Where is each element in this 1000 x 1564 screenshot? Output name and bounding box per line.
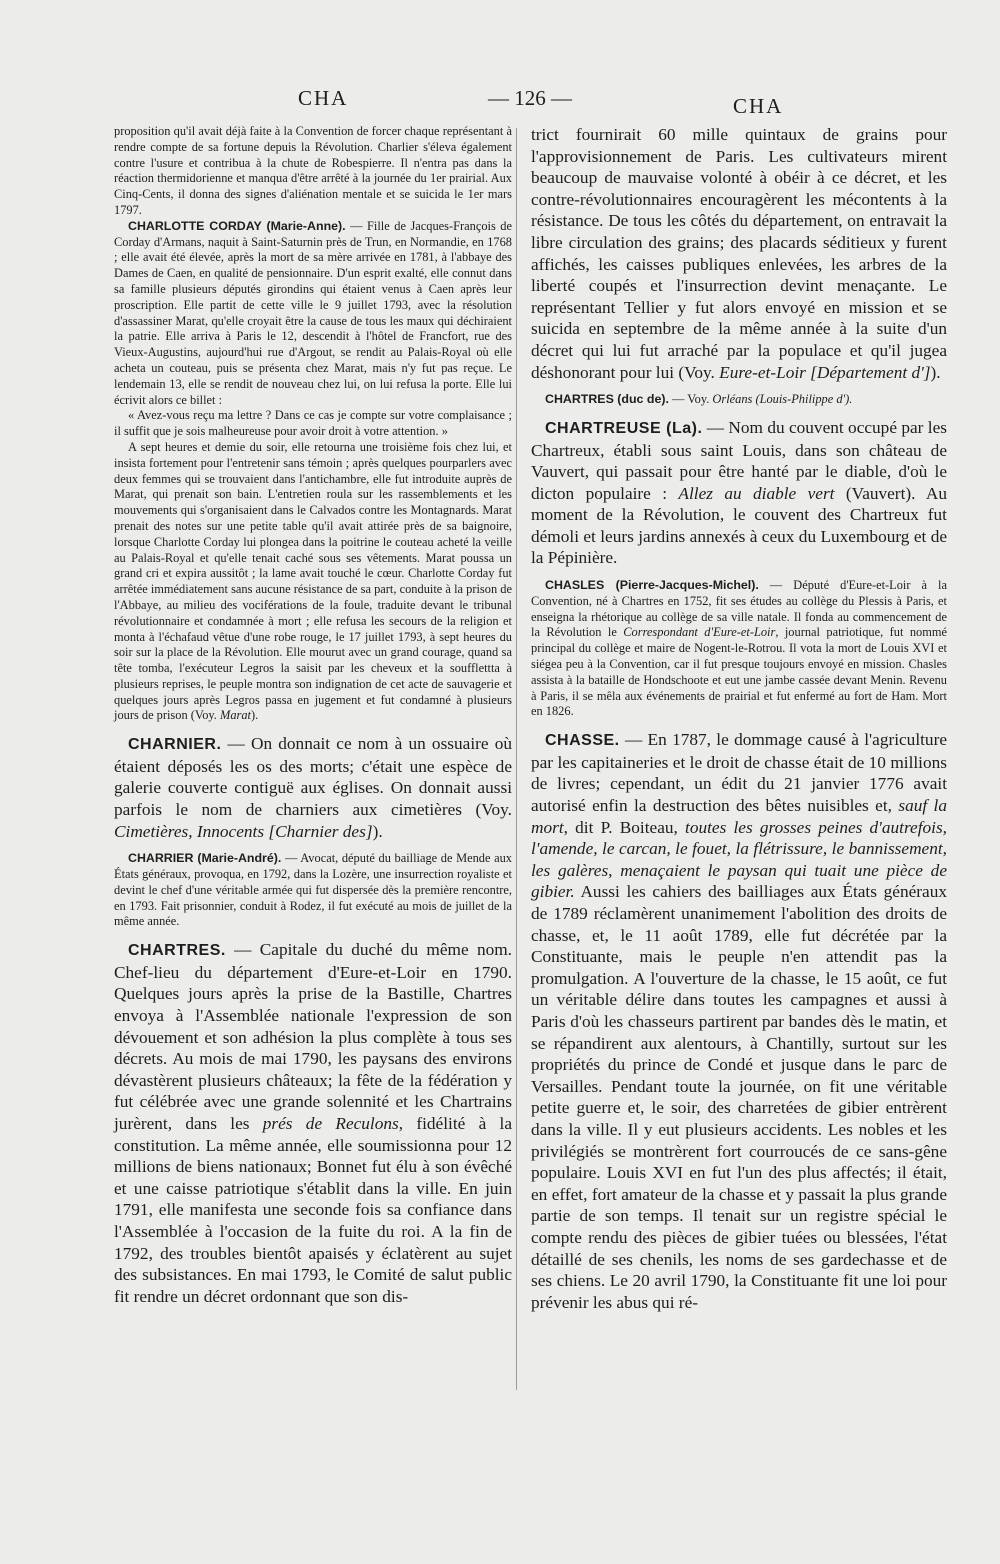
entry-chasse: CHASSE. — En 1787, le dommage causé à l'agriculture par les capitaineries et le droit de chasse était de 10 millions de livres; cependant, un édit du 21 janvier 1776 avait autorisé enfin la destruction des bêtes nuisibles et, sauf la mort, dit P. Boiteau, toutes les grosses peines d'autrefois, l'amende, le carcan, le fouet, la flétrissure, le bannissement, les galères, menaçaient le paysan qui tuait une pièce de gibier. Aussi les cahiers des bailliages aux États généraux de 1789 réclamèrent unanimement l'abolition des droits de chasse, et, le 11 août 1789, elle fut décrétée par la Constituante, mais le peuple n'en attendit pas la promulgation. A l'ouverture de la chasse, le 15 août, ce fut un véritable délire dans toutes les campagnes et aussi à Paris d'où les chasseurs partirent par bandes dès le matin, et se répandirent aux alentours, à Chantilly, surtout sur les propriétés du prince de Condé et jusque dans le parc de Versailles. Pendant toute la journée, on fit une véritable petite guerre et, le soir, des charretées de gibier entrèrent dans la ville. Il y eut plusieurs accidents. Les nobles et les privilégiés se montrèrent fort courroucés de ce sans-gêne populaire. Louis XVI en fut l'un des plus affectés; il était, en effet, fort amateur de la chasse et y passait la plus grande partie de son temps. Il tenait sur un registre spécial le compte rendu des pièces de gibier tuées ou blessées, l'état détaillé de ses chenils, les noms de ses gardechasse et de ses chiens. Le 20 avril 1790, la Constituante fit une loi pour prévenir les abus qui ré- (531, 730, 948, 1312)
running-head-right: CHA (733, 94, 784, 118)
left-column (114, 124, 512, 1307)
entry-heading: CHASLES (Pierre-Jacques-Michel). (545, 578, 759, 593)
charlier-continuation: proposition qu'il avait déjà faite à la Convention de forcer chaque représentant à rendre compte de sa fortune depuis la Révolution. Charlier s'éleva également contre l'usure et contribua à la chute de Robespierre. Il n'entra pas dans la réaction thermidorienne et manqua d'être arrêté à la journée du 1er prairial. Aux Cinq-Cents, il donna des signes d'aliénation mentale et se suicida le 1er mars 1797. (114, 124, 512, 217)
running-head-left: CHA (298, 86, 349, 110)
page-number: — 126 — (488, 86, 572, 110)
entry-heading: CHARNIER. (128, 736, 222, 754)
page-header (0, 86, 1000, 120)
cross-reference: Marat (220, 708, 251, 723)
entry-heading: CHASSE. (545, 732, 620, 750)
entry-heading: CHARTRES. (128, 942, 226, 960)
entry-chartres: CHARTRES. — Capitale du duché du même nom. Chef-lieu du département d'Eure-et-Loir en 1790. Quelques jours après la prise de la Bastille, Chartres envoya à l'Assemblée nationale l'expression de son dévouement et son adhésion la plus complète à tous ses décrets. Au mois de mai 1790, les paysans des environs dévastèrent plusieurs châteaux; la fête de la fédération y fut célébrée avec une grande solennité et les Chartrains jurèrent, dans les prés de Reculons, fidélité à la constitution. La même année, elle soumissionna pour 12 millions de biens nationaux; Bonnet fut élu à son évêché et une caisse patriotique s'établit dans la ville. En juin 1791, elle manifesta une seconde fois sa confiance dans l'Assemblée à l'occasion de la fuite du roi. A la fin de 1792, des troubles bientôt apaisés y éclatèrent au sujet des subsistances. En mai 1793, le Comité de salut public fit rendre un décret ordonnant que son dis- (114, 940, 512, 1306)
entry-heading: CHARRIER (Marie-André). (128, 851, 282, 866)
cross-reference: Cimetières, Innocents [Charnier des] (114, 821, 373, 841)
entry-chartreuse: CHARTREUSE (La). — Nom du couvent occupé par les Chartreux, établi sous saint Louis, dans son château de Vauvert, qui passait pour être hanté par le diable, d'où le dicton populaire : Allez au diable vert (Vauvert). Au moment de la Révolution, le couvent des Chartreux fut démoli et leurs jardins annexés à ceux du Luxembourg et de la Pépinière. (531, 417, 947, 568)
entry-chartres-duc: CHARTRES (duc de). — Voy. Orléans (Louis-Philippe d'). (545, 392, 853, 407)
corday-letter-quote: « Avez-vous reçu ma lettre ? Dans ce cas je compte sur votre complaisance ; il suffit que je sois malheureuse pour avoir droit à votre attention. » (114, 408, 512, 439)
entry-charrier: CHARRIER (Marie-André). — Avocat, député du bailliage de Mende aux États généraux, provoqua, en 1792, dans la Lozère, une insurrection royaliste et devint le chef d'une véritable armée qui fut dispersée dès la première rencontre, en 1793. Fait prisonnier, conduit à Rodez, il fut exécuté au mois de juillet de la même année. (114, 851, 512, 929)
column-divider (516, 128, 517, 1390)
entry-chasles: CHASLES (Pierre-Jacques-Michel). — Député d'Eure-et-Loir à la Convention, né à Chartres en 1752, fit ses études au collège du Plessis à Paris, et enseigna la rhétorique au collège de sa ville natale. Il fonda au commencement de la Révolution le Correspondant d'Eure-et-Loir, journal patriotique, fut nommé principal du collège et maire de Nogent-le-Rotrou. Il vota la mort de Louis XVI et siégea peu à la Convention, car il fut presque toujours envoyé en mission. Chasles assista à la bataille de Hondschoote et eut une jambe cassée devant Menin. Revenu à Paris, il se mêla aux événements de prairial et fut enfermé au fort de Ham. Mort en 1826. (531, 578, 947, 719)
entry-charnier: CHARNIER. — On donnait ce nom à un ossuaire où étaient déposés les os des morts; c'était une espèce de galerie couverte contiguë aux églises. On donnait aussi parfois le nom de charniers aux cimetières (Voy. Cimetières, Innocents [Charnier des]). (114, 734, 512, 841)
entry-heading: CHARLOTTE CORDAY (Marie-Anne). (128, 218, 346, 233)
cross-reference: Eure-et-Loir [Département d'] (719, 362, 931, 382)
entry-heading: CHARTREUSE (La). (545, 419, 703, 437)
chartres-continuation: trict fournirait 60 mille quintaux de grains pour l'approvisionnement de Paris. Les cultivateurs mirent beaucoup de mauvaise volonté à obéir à ce décret, et les contre-révolutionnaires encouragèrent les mécontents à la résistance. De tous les côtés du département, on entravait la libre circulation des grains; des placards séditieux y furent affichés, les caisses publiques enlevées, les arbres de la liberté coupés et l'insurrection devint menaçante. Le représentant Tellier y fut alors envoyé en mission et se suicida en septembre de la même année à la suite d'un décret qui lui fut arraché par la populace et qu'il jugea déshonorant pour lui (Voy. Eure-et-Loir [Département d']). (531, 125, 947, 382)
entry-heading: CHARTRES (duc de). (545, 392, 669, 407)
cross-reference: Orléans (Louis-Philippe d'). (712, 392, 853, 407)
entry-charlotte-corday: CHARLOTTE CORDAY (Marie-Anne). — Fille de Jacques-François de Corday d'Armans, naquit à Saint-Saturnin près de Trun, en Normandie, en 1768 ; elle avait été élevée, après la mort de sa mère arrivée en 1781, à l'abbaye des Dames de Caen, en qualité de pensionnaire. D'un esprit exalté, elle connut dans sa famille plusieurs députés girondins qui étaient venus à Caen après leur proscription. Elle partit de cette ville le 9 juillet 1793, avec la résolution d'assassiner Marat, qu'elle croyait être la cause de tous les maux qui déchiraient la patrie. Elle arriva à Paris le 12, descendit à l'hôtel de Francfort, rue des Vieux-Augustins, aujourd'hui rue d'Argout, se rendit au Palais-Royal où elle acheta un couteau, puis se présenta chez Marat, mais n'y fut pas reçue. Le lendemain 13, elle se rendit de nouveau chez lui, on lui refusa la porte. Elle lui écrivit alors ce billet : (114, 218, 512, 407)
right-column (531, 124, 947, 1313)
corday-paragraph-2: A sept heures et demie du soir, elle retourna une troisième fois chez lui, et insista fortement pour l'entretenir sans témoin ; après quelques pourparlers avec deux femmes qui se trouvaient dans l'antichambre, elle fut introduite auprès de Marat, qui prenait son bain. L'entretien roula sur les rassemblements et les mouvements qui s'organisaient dans le Calvados contre les Montagnards. Marat prenait des notes sur une petite table qu'il avait attirée près de sa baignoire, lorsque Charlotte Corday lui plongea dans la poitrine le couteau acheté la veille au Palais-Royal et qu'elle tenait caché sous ses vêtements. Marat poussa un grand cri et expira aussitôt ; la lame avait touché le cœur. Charlotte Corday fut arrêtée immédiatement sans aucune résistance de sa part, conduite à la prison de l'Abbaye, au milieu des vociférations de la foule, traduite devant le tribunal révolutionnaire et condamnée à mort ; elle refusa les secours de la religion et monta à l'échafaud vêtue d'une robe rouge, le 17 juillet 1793, à sept heures du soir sur la place de la Révolution. Elle mourut avec un grand courage, quand sa tête tomba, l'exécuteur Legros la saisit par les cheveux et la soufflettta à plusieurs reprises, le peuple montra son indignation de cet acte de sauvagerie et quelques jours après Legros passa en jugement et fut condamné à plusieurs jours de prison (Voy. Marat). (114, 439, 512, 723)
